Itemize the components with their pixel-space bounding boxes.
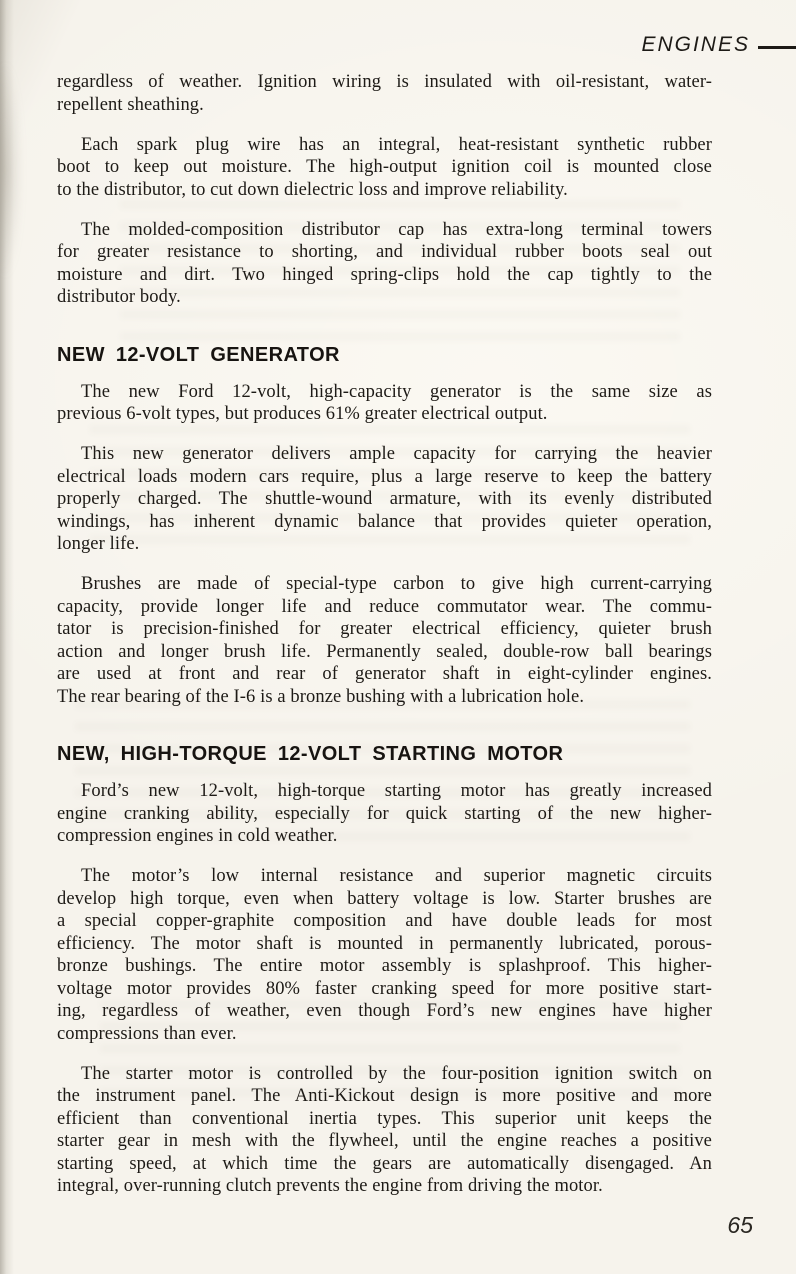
body-paragraph <box>57 134 712 202</box>
text-line: compression engines in cold weather. <box>57 826 338 846</box>
header-rule <box>758 46 796 49</box>
section-heading: NEW, HIGH-TORQUE 12-VOLT STARTING MOTOR <box>57 743 564 765</box>
text-line: previous 6-volt types, but produces 61% greater electrical output. <box>57 404 548 424</box>
text-line: properly charged. The shuttle-wound armature, with its evenly distributed <box>57 489 712 509</box>
text-line: ing, regardless of weather, even though Ford’s new engines have higher <box>57 1001 712 1021</box>
text-line: integral, over-running clutch prevents the engine from driving the motor. <box>57 1176 603 1196</box>
body-paragraph <box>57 865 712 1045</box>
text-line: engine cranking ability, especially for quick starting of the new higher- <box>57 803 712 824</box>
text-line: boot to keep out moisture. The high-output ignition coil is mounted close <box>57 157 712 177</box>
text-line: starter gear in mesh with the flywheel, until the engine reaches a positive <box>57 1131 712 1151</box>
text-line: The starter motor is controlled by the four-position ignition switch on <box>81 1063 712 1084</box>
text-line: The rear bearing of the I-6 is a bronze bushing with a lubrication hole. <box>57 686 585 707</box>
scan-smudge <box>0 60 22 280</box>
text-line: compressions than ever. <box>57 1023 237 1044</box>
text-line: voltage motor provides 80% faster cranking speed for more positive start- <box>57 978 712 999</box>
running-head-title: ENGINES <box>641 33 750 56</box>
body-paragraph <box>57 1063 712 1198</box>
body-paragraph <box>57 71 712 116</box>
text-line: bronze bushings. The entire motor assembly is splashproof. This higher- <box>57 956 712 976</box>
text-line: Brushes are made of special-type carbon to give high current-carrying <box>81 574 712 594</box>
text-line: capacity, provide longer life and reduce commutator wear. The commu- <box>57 596 712 617</box>
text-line: develop high torque, even when battery voltage is low. Starter brushes are <box>57 888 712 909</box>
body-paragraph <box>57 381 712 426</box>
text-line: This new generator delivers ample capacity for carrying the heavier <box>81 444 712 464</box>
text-line: the instrument panel. The Anti-Kickout design is more positive and more <box>57 1086 712 1106</box>
text-line: The new Ford 12-volt, high-capacity generator is the same size as <box>81 381 712 402</box>
page-content <box>57 0 712 1215</box>
text-line: longer life. <box>57 534 140 554</box>
text-line: efficiency. The motor shaft is mounted in permanently lubricated, porous- <box>57 933 712 954</box>
section-heading: NEW 12-VOLT GENERATOR <box>57 343 340 366</box>
text-line: Ford’s new 12-volt, high-torque starting motor has greatly increased <box>81 781 712 801</box>
text-line: tator is precision-finished for greater electrical efficiency, quieter brush <box>57 619 712 639</box>
text-line: distributor body. <box>57 287 181 307</box>
text-line: windings, has inherent dynamic balance that provides quieter operation, <box>57 511 712 532</box>
text-line: efficient than conventional inertia types. This superior unit keeps the <box>57 1108 712 1129</box>
text-line: to the distributor, to cut down dielectric loss and improve reliability. <box>57 179 568 200</box>
body-paragraph <box>57 443 712 556</box>
text-line: electrical loads modern cars require, plus a large reserve to keep the battery <box>57 466 712 487</box>
text-line: a special copper-graphite composition and have double leads for most <box>57 911 712 931</box>
body-paragraph <box>57 219 712 309</box>
body-paragraph <box>57 573 712 708</box>
page-number: 65 <box>727 1212 753 1238</box>
text-line: for greater resistance to shorting, and individual rubber boots seal out <box>57 242 712 262</box>
text-line: starting speed, at which time the gears are automatically disengaged. An <box>57 1153 712 1174</box>
text-line: Each spark plug wire has an integral, heat-resistant synthetic rubber <box>81 134 712 155</box>
text-line: moisture and dirt. Two hinged spring-clips hold the cap tightly to the <box>57 264 712 285</box>
text-line: regardless of weather. Ignition wiring is insulated with oil-resistant, water- <box>57 72 712 92</box>
body-paragraph <box>57 780 712 848</box>
text-line: action and longer brush life. Permanently sealed, double-row ball bearings <box>57 641 712 662</box>
text-line: The motor’s low internal resistance and superior magnetic circuits <box>81 866 712 886</box>
text-line: are used at front and rear of generator shaft in eight-cylinder engines. <box>57 664 712 684</box>
text-line: repellent sheathing. <box>57 94 204 115</box>
text-line: The molded-composition distributor cap has extra-long terminal towers <box>81 219 712 240</box>
